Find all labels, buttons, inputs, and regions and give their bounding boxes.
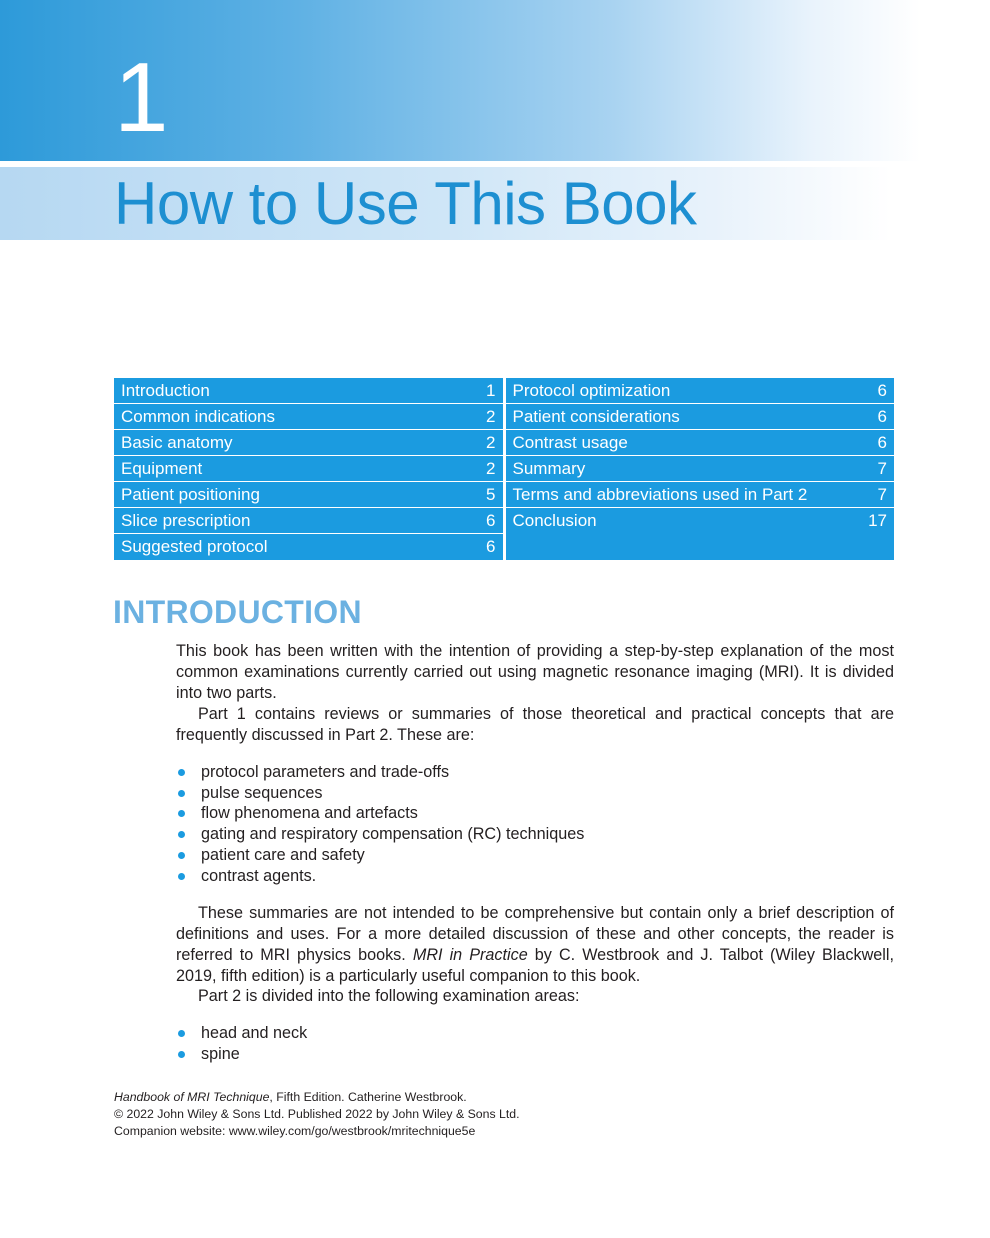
- contents-page: 6: [877, 380, 887, 400]
- contents-page: 7: [877, 458, 887, 478]
- list-item-text: protocol parameters and trade-offs: [201, 763, 450, 781]
- contents-label: Conclusion: [512, 511, 597, 530]
- chapter-contents: [114, 378, 894, 560]
- list-item: [176, 762, 584, 783]
- contents-label: Patient considerations: [512, 406, 680, 426]
- contents-page: 6: [486, 537, 496, 556]
- footer-website[interactable]: Companion website: www.wiley.com/go/westbrook/mritechnique5e: [114, 1124, 476, 1138]
- list-item: [176, 824, 584, 845]
- contents-label: Suggested protocol: [121, 537, 268, 556]
- bullet-icon: [178, 1030, 185, 1037]
- footer-copyright: © 2022 John Wiley & Sons Ltd. Published 2022 by John Wiley & Sons Ltd.: [114, 1107, 520, 1121]
- contents-entry[interactable]: [114, 404, 503, 430]
- footer-line: [114, 1089, 520, 1106]
- contents-label: Summary: [512, 458, 586, 478]
- contents-entry[interactable]: [114, 508, 503, 534]
- list-item: [176, 1023, 307, 1044]
- section-heading: INTRODUCTION: [113, 594, 362, 630]
- list-item-text: flow phenomena and artefacts: [201, 804, 418, 823]
- contents-column-right: [506, 378, 895, 560]
- contents-entry[interactable]: [114, 482, 503, 508]
- contents-column-left: [114, 378, 503, 560]
- contents-entry[interactable]: [506, 508, 895, 534]
- bullet-icon: [178, 852, 185, 859]
- list-item-text: pulse sequences: [201, 783, 323, 802]
- list-item: [176, 866, 584, 887]
- list-item: [176, 1044, 307, 1065]
- bullet-icon: [178, 1051, 185, 1058]
- contents-page: 2: [486, 406, 496, 426]
- contents-entry[interactable]: [506, 456, 895, 482]
- intro-paragraph: Part 2 is divided into the following examination areas:: [198, 987, 580, 1005]
- chapter-title: How to Use This Book: [114, 170, 697, 237]
- contents-entry[interactable]: [114, 456, 503, 482]
- contents-entry[interactable]: [506, 404, 895, 430]
- paragraph-text: These summaries are not intended to be comprehensive but contain only a brief description of definitions and uses. For a more detailed discussion of these and other concepts, the reader is referred to MRI physics books.: [176, 904, 894, 964]
- contents-page: 17: [868, 511, 887, 530]
- contents-page: 6: [877, 432, 887, 452]
- contents-page: 7: [877, 484, 887, 504]
- contents-label: Common indications: [121, 406, 276, 426]
- contents-label: Contrast usage: [512, 432, 628, 452]
- list-item-text: spine: [201, 1044, 240, 1063]
- contents-entry[interactable]: [506, 378, 895, 404]
- part2-area-list: [176, 1023, 307, 1064]
- list-item: [176, 783, 584, 804]
- bullet-icon: [178, 873, 185, 880]
- contents-entry[interactable]: [506, 482, 895, 508]
- part1-topic-list: [176, 762, 584, 886]
- contents-page: 6: [486, 510, 496, 530]
- bullet-icon: [178, 790, 185, 797]
- list-item-text: head and neck: [201, 1024, 308, 1042]
- list-item-text: contrast agents.: [201, 866, 317, 885]
- contents-label: Patient positioning: [121, 484, 260, 504]
- list-item-text: patient care and safety: [201, 845, 365, 864]
- bullet-icon: [178, 810, 185, 817]
- contents-page: 6: [877, 406, 887, 426]
- publication-footer: [114, 1089, 520, 1140]
- contents-entry[interactable]: [114, 534, 503, 560]
- paragraph-text: by C. Westbrook and J. Talbot (Wiley Blackwell, 2019, fifth edition) is a particularly useful companion to this book.: [176, 946, 894, 985]
- contents-page: 2: [486, 458, 496, 478]
- intro-paragraph: Part 1 contains reviews or summaries of those theoretical and practical concepts that are frequently discussed in Part 2. These are:: [176, 705, 894, 744]
- contents-page: 5: [486, 484, 496, 504]
- contents-page: 1: [486, 380, 496, 400]
- intro-paragraph: [176, 903, 894, 987]
- footer-edition: , Fifth Edition. Catherine Westbrook.: [269, 1090, 467, 1104]
- contents-label: Slice prescription: [121, 510, 251, 530]
- contents-label: Equipment: [121, 458, 203, 478]
- contents-entry[interactable]: [114, 378, 503, 404]
- contents-entry[interactable]: [506, 430, 895, 456]
- bullet-icon: [178, 769, 185, 776]
- contents-label: Protocol optimization: [512, 380, 671, 400]
- contents-label: Basic anatomy: [121, 432, 233, 452]
- contents-label: Introduction: [121, 380, 210, 400]
- footer-book-title: Handbook of MRI Technique: [114, 1090, 270, 1104]
- chapter-number: 1: [114, 42, 167, 152]
- intro-paragraph: This book has been written with the intention of providing a step-by-step explanation of the most common examinations currently carried out using magnetic resonance imaging (MRI). It is divided into two parts.: [176, 642, 894, 702]
- book-reference: MRI in Practice: [412, 946, 528, 964]
- list-item: [176, 845, 584, 866]
- list-item: [176, 803, 584, 824]
- contents-page: 2: [486, 432, 496, 452]
- contents-entry[interactable]: [114, 430, 503, 456]
- list-item-text: gating and respiratory compensation (RC) techniques: [201, 825, 585, 844]
- contents-label: Terms and abbreviations used in Part 2: [512, 484, 808, 504]
- bullet-icon: [178, 831, 185, 838]
